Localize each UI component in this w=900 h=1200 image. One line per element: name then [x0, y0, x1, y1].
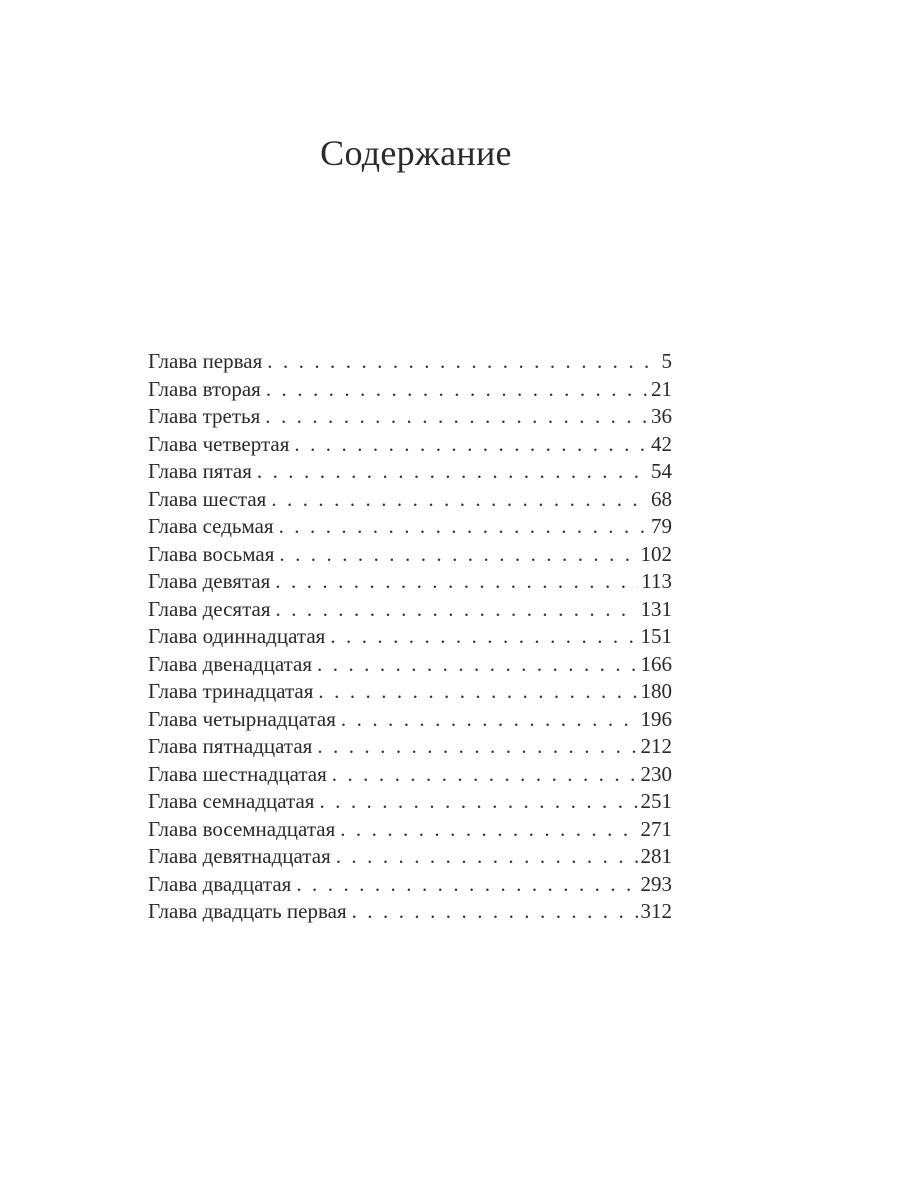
toc-entry-label: Глава восьмая [148, 541, 275, 566]
toc-entry-7 [148, 513, 672, 541]
dot-leader [275, 568, 638, 596]
dot-leader [271, 486, 648, 514]
toc-entry-page-number: 42 [651, 431, 672, 456]
toc-entry-label: Глава четвертая [148, 431, 290, 456]
toc-entry-page-number: 79 [651, 514, 672, 538]
dot-leader [332, 761, 638, 789]
toc-entry-page-number: 151 [640, 624, 672, 648]
toc-entry-14 [148, 706, 672, 734]
dot-leader [317, 651, 637, 679]
toc-entry-page-number: 36 [651, 404, 672, 428]
toc-entry-label: Глава двадцать первая [148, 899, 347, 923]
dot-leader [318, 678, 637, 706]
dot-leader [352, 898, 638, 926]
toc-entry-label: Глава седьмая [148, 514, 274, 538]
toc-entry-11 [148, 623, 672, 651]
toc-entry-label: Глава первая [148, 349, 263, 373]
toc-entry-13 [148, 678, 672, 706]
toc-entry-17 [148, 788, 672, 816]
toc-entry-label: Глава пятая [148, 459, 252, 483]
toc-entry-16 [148, 761, 672, 789]
dot-leader [265, 403, 648, 431]
toc-entry-19 [148, 843, 672, 871]
toc-entry-page-number: 54 [651, 459, 672, 483]
toc-entry-page-number: 102 [640, 541, 672, 566]
toc-entry-label: Глава девятнадцатая [148, 844, 331, 868]
toc-entry-page-number: 230 [640, 761, 672, 786]
toc-entry-5 [148, 458, 672, 486]
toc-entry-label: Глава восемнадцатая [148, 816, 336, 841]
toc-entry-2 [148, 376, 672, 404]
toc-entry-page-number: 21 [651, 376, 672, 401]
toc-entry-18 [148, 816, 672, 844]
dot-leader [266, 376, 648, 404]
table-of-contents [148, 348, 672, 926]
toc-entry-10 [148, 596, 672, 624]
toc-entry-label: Глава двадцатая [148, 871, 292, 896]
dot-leader [257, 458, 648, 486]
toc-entry-label: Глава третья [148, 404, 261, 428]
toc-entry-page-number: 212 [640, 734, 672, 758]
dot-leader [319, 788, 637, 816]
dot-leader [330, 623, 637, 651]
dot-leader [279, 541, 637, 569]
toc-entry-9 [148, 568, 672, 596]
toc-entry-label: Глава десятая [148, 596, 271, 621]
toc-entry-6 [148, 486, 672, 514]
toc-entry-page-number: 166 [640, 651, 672, 676]
dot-leader [341, 706, 638, 734]
toc-entry-page-number: 271 [640, 816, 672, 841]
toc-entry-label: Глава вторая [148, 376, 261, 401]
toc-entry-page-number: 68 [651, 486, 672, 511]
toc-entry-label: Глава двенадцатая [148, 651, 313, 676]
toc-entry-label: Глава девятая [148, 569, 271, 593]
page-title: Содержание [320, 133, 512, 173]
toc-entry-label: Глава тринадцатая [148, 679, 314, 703]
toc-entry-label: Глава пятнадцатая [148, 734, 313, 758]
toc-entry-page-number: 196 [640, 706, 672, 731]
toc-entry-page-number: 312 [640, 899, 672, 923]
toc-entry-label: Глава шестнадцатая [148, 761, 327, 786]
dot-leader [279, 513, 648, 541]
toc-entry-page-number: 293 [640, 871, 672, 896]
dot-leader [276, 596, 638, 624]
toc-entry-4 [148, 431, 672, 459]
toc-entry-20 [148, 871, 672, 899]
toc-entry-page-number: 5 [661, 349, 672, 373]
toc-entry-label: Глава семнадцатая [148, 789, 315, 813]
toc-entry-12 [148, 651, 672, 679]
toc-entry-3 [148, 403, 672, 431]
toc-entry-page-number: 281 [640, 844, 672, 868]
toc-entry-1 [148, 348, 672, 376]
toc-entry-15 [148, 733, 672, 761]
dot-leader [336, 843, 638, 871]
toc-entry-21 [148, 898, 672, 926]
dot-leader [296, 871, 637, 899]
dot-leader [340, 816, 637, 844]
toc-entry-page-number: 251 [640, 789, 672, 813]
toc-entry-label: Глава четырнадцатая [148, 706, 336, 731]
toc-entry-label: Глава шестая [148, 486, 267, 511]
dot-leader [294, 431, 648, 459]
toc-entry-8 [148, 541, 672, 569]
dot-leader [267, 348, 658, 376]
dot-leader [317, 733, 637, 761]
toc-entry-page-number: 131 [640, 596, 672, 621]
toc-entry-page-number: 180 [640, 679, 672, 703]
toc-entry-page-number: 113 [641, 569, 672, 593]
toc-entry-label: Глава одиннадцатая [148, 624, 326, 648]
